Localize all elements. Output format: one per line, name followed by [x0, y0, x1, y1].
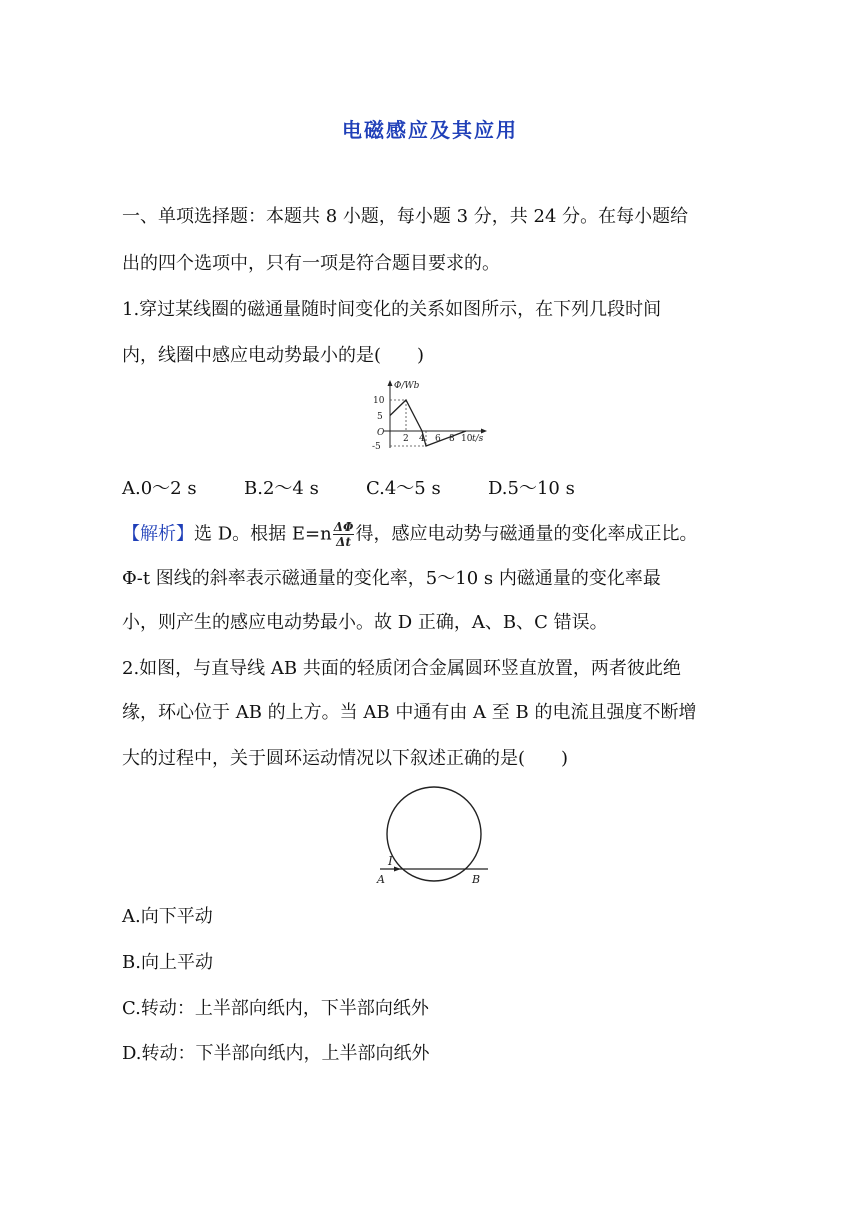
analysis-tag: 【解析】 [122, 523, 194, 545]
question-2-line-1: 2.如图，与直导线 AB 共面的轻质闭合金属圆环竖直放置，两者彼此绝 [122, 658, 681, 679]
x-axis-label: t/s [472, 434, 484, 444]
q2-option-b: B.向上平动 [122, 952, 213, 973]
section-heading-line-2: 出的四个选项中，只有一项是符合题目要求的。 [122, 253, 500, 274]
fraction-numerator: ΔΦ [333, 520, 354, 534]
origin-label: O [377, 428, 385, 438]
current-label: I [388, 854, 393, 868]
y-tick-minus5: -5 [372, 442, 381, 452]
y-tick-5: 5 [377, 412, 383, 422]
x-axis-arrow [481, 429, 487, 434]
option-b: B.2～4 s [244, 478, 319, 499]
analysis-line-3: 小，则产生的感应电动势最小。故 D 正确，A、B、C 错误。 [122, 612, 608, 633]
y-tick-10: 10 [373, 396, 385, 406]
fraction-denominator: Δt [336, 535, 352, 549]
question-2-line-3: 大的过程中，关于圆环运动情况以下叙述正确的是( ) [122, 748, 569, 769]
analysis-line-2: Φ-t 图线的斜率表示磁通量的变化率，5～10 s 内磁通量的变化率最 [122, 568, 661, 589]
x-tick-10: 10 [461, 434, 473, 444]
section-heading-line-1: 一、单项选择题：本题共 8 小题，每小题 3 分，共 24 分。在每小题给 [122, 206, 689, 227]
option-c: C.4～5 s [366, 478, 441, 499]
y-axis-label: Φ/Wb [394, 381, 420, 391]
q2-option-c: C.转动：上半部向纸内，下半部向纸外 [122, 998, 429, 1019]
x-tick-2: 2 [403, 434, 409, 444]
question-1-line-2: 内，线圈中感应电动势最小的是( ) [122, 345, 425, 366]
x-tick-6: 6 [435, 434, 441, 444]
option-d: D.5～10 s [488, 478, 575, 499]
x-tick-8: 8 [449, 434, 455, 444]
question-1-options [122, 476, 575, 502]
q2-option-d: D.转动：下半部向纸内，上半部向纸外 [122, 1043, 430, 1064]
x-tick-4: 4 [419, 434, 425, 444]
analysis-line-1 [122, 520, 697, 549]
q2-option-a: A.向下平动 [122, 906, 213, 927]
page-title: 电磁感应及其应用 [342, 118, 518, 142]
flux-rate-fraction [333, 520, 355, 549]
option-a: A.0～2 s [122, 478, 197, 499]
analysis-text-pre: 选 D。根据 E=n [194, 523, 332, 545]
analysis-text-post: 得，感应电动势与磁通量的变化率成正比。 [355, 523, 698, 545]
y-axis-arrow [388, 380, 393, 386]
ring-wire-figure [370, 784, 495, 888]
metal-ring [387, 787, 481, 881]
question-1-line-1: 1.穿过某线圈的磁通量随时间变化的关系如图所示，在下列几段时间 [122, 299, 662, 320]
question-2-line-2: 缘，环心位于 AB 的上方。当 AB 中通有由 A 至 B 的电流且强度不断增 [122, 702, 697, 723]
label-a: A [377, 873, 385, 886]
flux-time-graph [364, 378, 494, 452]
label-b: B [472, 873, 481, 886]
